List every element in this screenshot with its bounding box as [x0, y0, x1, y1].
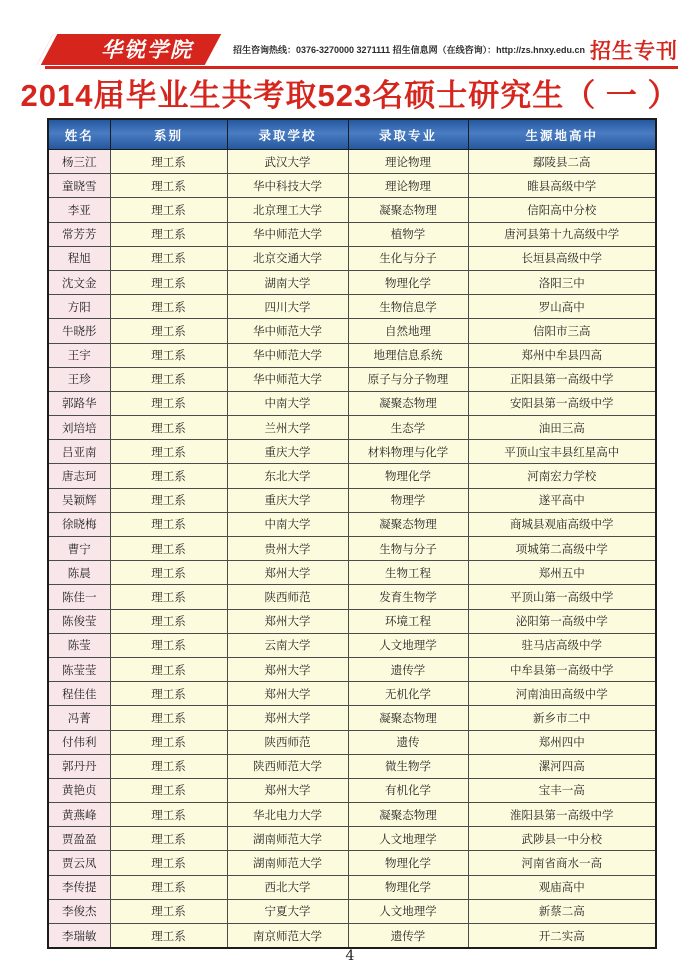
data-cell: 理工系	[110, 222, 227, 246]
student-name-cell: 牛晓彤	[48, 319, 110, 343]
table-row	[48, 512, 656, 536]
table-row	[48, 270, 656, 294]
data-cell: 遗传	[348, 730, 468, 754]
data-cell: 河南宏力学校	[468, 464, 656, 488]
student-name-cell: 李传提	[48, 875, 110, 899]
data-cell: 郑州大学	[227, 682, 348, 706]
student-name-cell: 付伟利	[48, 730, 110, 754]
data-cell: 理工系	[110, 367, 227, 391]
data-cell: 郑州大学	[227, 609, 348, 633]
data-cell: 理工系	[110, 440, 227, 464]
column-header: 录取专业	[348, 119, 468, 150]
student-name-cell: 方阳	[48, 295, 110, 319]
data-cell: 理工系	[110, 343, 227, 367]
table-row	[48, 803, 656, 827]
data-cell: 重庆大学	[227, 440, 348, 464]
data-cell: 发育生物学	[348, 585, 468, 609]
data-cell: 理工系	[110, 174, 227, 198]
student-name-cell: 冯菁	[48, 706, 110, 730]
data-cell: 睢县高级中学	[468, 174, 656, 198]
data-cell: 开二实高	[468, 924, 656, 949]
data-cell: 遗传学	[348, 657, 468, 681]
data-cell: 凝聚态物理	[348, 391, 468, 415]
table-row	[48, 367, 656, 391]
data-cell: 理工系	[110, 295, 227, 319]
data-cell: 北京交通大学	[227, 246, 348, 270]
data-cell: 郑州大学	[227, 778, 348, 802]
data-cell: 物理化学	[348, 851, 468, 875]
student-name-cell: 陈佳一	[48, 585, 110, 609]
data-cell: 华北电力大学	[227, 803, 348, 827]
table-row	[48, 246, 656, 270]
data-cell: 理工系	[110, 416, 227, 440]
table-row	[48, 657, 656, 681]
issue-badge: 招生专刊	[590, 40, 678, 63]
data-cell: 宁夏大学	[227, 899, 348, 923]
data-cell: 理工系	[110, 537, 227, 561]
table-row	[48, 150, 656, 174]
data-cell: 中南大学	[227, 512, 348, 536]
data-cell: 安阳县第一高级中学	[468, 391, 656, 415]
data-cell: 有机化学	[348, 778, 468, 802]
data-cell: 理工系	[110, 609, 227, 633]
data-cell: 理论物理	[348, 150, 468, 174]
student-name-cell: 李瑞敏	[48, 924, 110, 949]
data-cell: 生物信息学	[348, 295, 468, 319]
data-cell: 驻马店高级中学	[468, 633, 656, 657]
table-row	[48, 343, 656, 367]
masthead	[45, 34, 678, 69]
data-cell: 云南大学	[227, 633, 348, 657]
data-cell: 郑州大学	[227, 657, 348, 681]
data-cell: 郑州大学	[227, 706, 348, 730]
student-name-cell: 黄燕峰	[48, 803, 110, 827]
table-row	[48, 609, 656, 633]
data-cell: 遗传学	[348, 924, 468, 949]
student-name-cell: 徐晓梅	[48, 512, 110, 536]
data-cell: 理工系	[110, 924, 227, 949]
admissions-contact-line: 招生咨询热线：0376-3270000 3271111 招生信息网（在线咨询）：http://zs.hnxy.edu.cn	[233, 45, 585, 55]
data-cell: 鄢陵县二高	[468, 150, 656, 174]
data-cell: 材料物理与化学	[348, 440, 468, 464]
data-cell: 理工系	[110, 319, 227, 343]
student-name-cell: 吕亚南	[48, 440, 110, 464]
data-cell: 理工系	[110, 706, 227, 730]
student-name-cell: 唐志珂	[48, 464, 110, 488]
data-cell: 华中师范大学	[227, 343, 348, 367]
data-cell: 中南大学	[227, 391, 348, 415]
data-cell: 生物工程	[348, 561, 468, 585]
table-row	[48, 585, 656, 609]
data-cell: 西北大学	[227, 875, 348, 899]
student-name-cell: 杨三江	[48, 150, 110, 174]
data-cell: 淮阳县第一高级中学	[468, 803, 656, 827]
student-name-cell: 贾云凤	[48, 851, 110, 875]
data-cell: 物理化学	[348, 464, 468, 488]
table-row	[48, 174, 656, 198]
student-name-cell: 程佳佳	[48, 682, 110, 706]
data-cell: 理工系	[110, 827, 227, 851]
data-cell: 人文地理学	[348, 633, 468, 657]
data-cell: 原子与分子物理	[348, 367, 468, 391]
data-cell: 陕西师范	[227, 585, 348, 609]
data-cell: 华中师范大学	[227, 319, 348, 343]
data-cell: 无机化学	[348, 682, 468, 706]
student-name-cell: 刘培培	[48, 416, 110, 440]
student-name-cell: 郭丹丹	[48, 754, 110, 778]
data-cell: 理工系	[110, 150, 227, 174]
data-cell: 河南省商水一高	[468, 851, 656, 875]
column-header: 姓名	[48, 119, 110, 150]
table-row	[48, 391, 656, 415]
column-header: 录取学校	[227, 119, 348, 150]
table-row	[48, 222, 656, 246]
data-cell: 人文地理学	[348, 827, 468, 851]
data-cell: 微生物学	[348, 754, 468, 778]
data-cell: 华中师范大学	[227, 222, 348, 246]
data-cell: 华中师范大学	[227, 367, 348, 391]
data-cell: 陕西师范大学	[227, 754, 348, 778]
data-cell: 环境工程	[348, 609, 468, 633]
student-name-cell: 李俊杰	[48, 899, 110, 923]
student-name-cell: 郭路华	[48, 391, 110, 415]
data-cell: 信阳市三高	[468, 319, 656, 343]
data-cell: 理工系	[110, 730, 227, 754]
data-cell: 郑州大学	[227, 561, 348, 585]
data-cell: 凝聚态物理	[348, 803, 468, 827]
data-cell: 理工系	[110, 512, 227, 536]
student-name-cell: 童晓雪	[48, 174, 110, 198]
student-name-cell: 沈文金	[48, 270, 110, 294]
data-cell: 理工系	[110, 657, 227, 681]
student-name-cell: 曹宁	[48, 537, 110, 561]
table-header	[48, 119, 656, 150]
data-cell: 理工系	[110, 488, 227, 512]
data-cell: 生物与分子	[348, 537, 468, 561]
table-row	[48, 561, 656, 585]
table-row	[48, 198, 656, 222]
data-cell: 长垣县高级中学	[468, 246, 656, 270]
college-logo-text: 华锐学院	[101, 37, 193, 62]
data-cell: 罗山高中	[468, 295, 656, 319]
data-cell: 理工系	[110, 561, 227, 585]
data-cell: 郑州中牟县四高	[468, 343, 656, 367]
data-cell: 郑州四中	[468, 730, 656, 754]
data-cell: 凝聚态物理	[348, 198, 468, 222]
table-row	[48, 754, 656, 778]
table-row	[48, 899, 656, 923]
data-cell: 北京理工大学	[227, 198, 348, 222]
student-name-cell: 陈莹莹	[48, 657, 110, 681]
data-cell: 漯河四高	[468, 754, 656, 778]
student-name-cell: 程旭	[48, 246, 110, 270]
data-cell: 植物学	[348, 222, 468, 246]
header-row	[48, 119, 656, 150]
page-number: 4	[345, 948, 355, 964]
data-cell: 理工系	[110, 682, 227, 706]
data-cell: 湖南大学	[227, 270, 348, 294]
student-name-cell: 陈莹	[48, 633, 110, 657]
data-cell: 陕西师范	[227, 730, 348, 754]
data-cell: 正阳县第一高级中学	[468, 367, 656, 391]
data-cell: 唐河县第十九高级中学	[468, 222, 656, 246]
page-title: 2014届毕业生共考取523名硕士研究生（ 一 ）	[20, 78, 680, 113]
data-cell: 理工系	[110, 464, 227, 488]
data-cell: 武陟县一中分校	[468, 827, 656, 851]
data-cell: 理工系	[110, 198, 227, 222]
table-row	[48, 730, 656, 754]
data-cell: 理工系	[110, 270, 227, 294]
data-cell: 泌阳第一高级中学	[468, 609, 656, 633]
data-cell: 郑州五中	[468, 561, 656, 585]
data-cell: 物理化学	[348, 875, 468, 899]
table-row	[48, 875, 656, 899]
student-name-cell: 王珍	[48, 367, 110, 391]
data-cell: 四川大学	[227, 295, 348, 319]
column-header: 系别	[110, 119, 227, 150]
data-cell: 生态学	[348, 416, 468, 440]
table-row	[48, 827, 656, 851]
data-cell: 物理学	[348, 488, 468, 512]
data-cell: 宝丰一高	[468, 778, 656, 802]
data-cell: 自然地理	[348, 319, 468, 343]
data-cell: 理工系	[110, 754, 227, 778]
data-cell: 理工系	[110, 851, 227, 875]
data-cell: 理工系	[110, 899, 227, 923]
data-cell: 物理化学	[348, 270, 468, 294]
student-name-cell: 陈晨	[48, 561, 110, 585]
student-name-cell: 黄艳贞	[48, 778, 110, 802]
student-name-cell: 贾盈盈	[48, 827, 110, 851]
data-cell: 湖南师范大学	[227, 827, 348, 851]
table-row	[48, 488, 656, 512]
data-cell: 湖南师范大学	[227, 851, 348, 875]
table-row	[48, 706, 656, 730]
student-name-cell: 王宇	[48, 343, 110, 367]
data-cell: 理工系	[110, 585, 227, 609]
table-row	[48, 464, 656, 488]
column-header: 生源地高中	[468, 119, 656, 150]
data-cell: 南京师范大学	[227, 924, 348, 949]
data-cell: 项城第二高级中学	[468, 537, 656, 561]
table-row	[48, 416, 656, 440]
data-cell: 平顶山宝丰县红星高中	[468, 440, 656, 464]
data-cell: 凝聚态物理	[348, 706, 468, 730]
data-cell: 理工系	[110, 875, 227, 899]
data-cell: 理工系	[110, 803, 227, 827]
data-cell: 人文地理学	[348, 899, 468, 923]
table-row	[48, 851, 656, 875]
data-cell: 武汉大学	[227, 150, 348, 174]
data-cell: 贵州大学	[227, 537, 348, 561]
data-cell: 东北大学	[227, 464, 348, 488]
data-cell: 平顶山第一高级中学	[468, 585, 656, 609]
data-cell: 理工系	[110, 778, 227, 802]
student-name-cell: 陈俊莹	[48, 609, 110, 633]
data-cell: 理论物理	[348, 174, 468, 198]
data-cell: 理工系	[110, 633, 227, 657]
data-cell: 中牟县第一高级中学	[468, 657, 656, 681]
data-cell: 遂平高中	[468, 488, 656, 512]
data-cell: 生化与分子	[348, 246, 468, 270]
table-wrap	[47, 118, 655, 949]
student-name-cell: 吴颖辉	[48, 488, 110, 512]
table-body	[48, 150, 656, 949]
data-cell: 新乡市二中	[468, 706, 656, 730]
admissions-table	[47, 118, 657, 949]
data-cell: 理工系	[110, 391, 227, 415]
table-row	[48, 682, 656, 706]
data-cell: 河南油田高级中学	[468, 682, 656, 706]
data-cell: 华中科技大学	[227, 174, 348, 198]
data-cell: 油田三高	[468, 416, 656, 440]
table-row	[48, 537, 656, 561]
table-row	[48, 295, 656, 319]
data-cell: 观庙高中	[468, 875, 656, 899]
student-name-cell: 常芳芳	[48, 222, 110, 246]
data-cell: 信阳高中分校	[468, 198, 656, 222]
table-row	[48, 319, 656, 343]
student-name-cell: 李亚	[48, 198, 110, 222]
table-row	[48, 924, 656, 949]
table-row	[48, 633, 656, 657]
data-cell: 商城县观庙高级中学	[468, 512, 656, 536]
data-cell: 地理信息系统	[348, 343, 468, 367]
table-row	[48, 778, 656, 802]
data-cell: 洛阳三中	[468, 270, 656, 294]
data-cell: 凝聚态物理	[348, 512, 468, 536]
data-cell: 兰州大学	[227, 416, 348, 440]
data-cell: 新蔡二高	[468, 899, 656, 923]
table-row	[48, 440, 656, 464]
data-cell: 理工系	[110, 246, 227, 270]
data-cell: 重庆大学	[227, 488, 348, 512]
